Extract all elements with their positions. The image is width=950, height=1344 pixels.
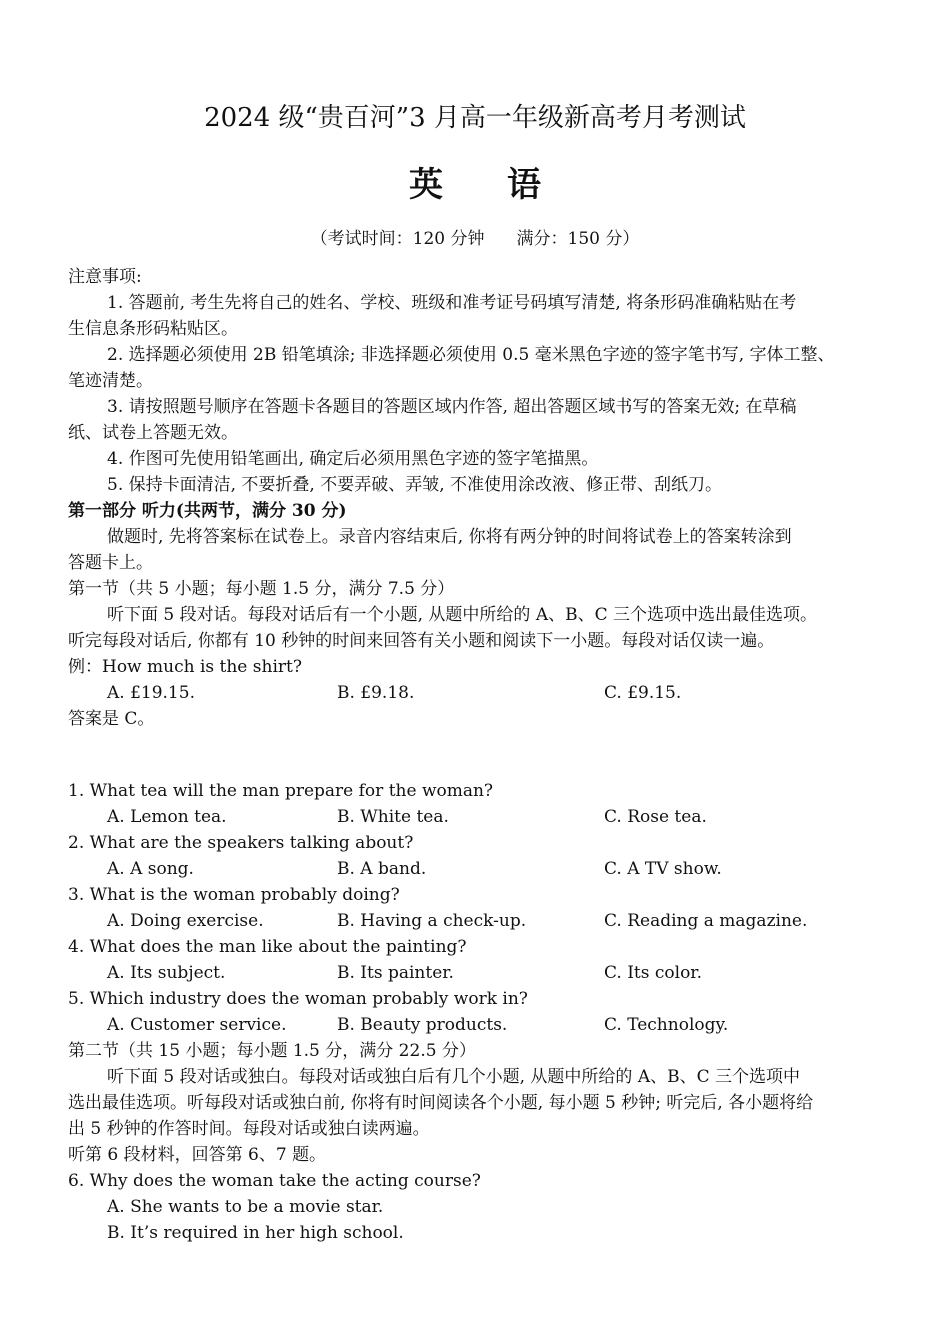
notice-line: 笔迹清楚。 [68, 371, 153, 391]
part1-intro: 答题卡上。 [68, 553, 153, 573]
question-3: 3. What is the woman probably doing? [68, 885, 400, 905]
notice-line: 4. 作图可先使用铅笔画出, 确定后必须用黑色字迹的签字笔描黑。 [107, 449, 599, 469]
example-option-a: A. £19.15. [107, 683, 195, 703]
material-instruction: 听第 6 段材料，回答第 6、7 题。 [68, 1145, 327, 1165]
section2-intro: 选出最佳选项。听每段对话或独白前, 你将有时间阅读各个小题, 每小题 5 秒钟; 听完后, 各小题将给 [68, 1093, 814, 1113]
section2-intro: 听下面 5 段对话或独白。每段对话或独白后有几个小题, 从题中所给的 A、B、C 三个选项中 [107, 1067, 801, 1087]
subject-title: 英语 [409, 165, 605, 205]
example-option-b: B. £9.18. [337, 683, 415, 703]
q3-option-b: B. Having a check-up. [337, 911, 527, 931]
section2-intro: 出 5 秒钟的作答时间。每段对话或独白读两遍。 [68, 1119, 430, 1139]
q1-option-b: B. White tea. [337, 807, 449, 827]
q3-option-c: C. Reading a magazine. [604, 911, 808, 931]
question-2: 2. What are the speakers talking about? [68, 833, 414, 853]
q6-option-a: A. She wants to be a movie star. [107, 1197, 384, 1217]
q1-option-c: C. Rose tea. [604, 807, 707, 827]
question-1: 1. What tea will the man prepare for the woman? [68, 781, 494, 801]
q4-option-b: B. Its painter. [337, 963, 454, 983]
q5-option-c: C. Technology. [604, 1015, 729, 1035]
question-6: 6. Why does the woman take the acting course? [68, 1171, 481, 1191]
q2-option-b: B. A band. [337, 859, 427, 879]
section1-heading: 第一节（共 5 小题；每小题 1.5 分，满分 7.5 分） [68, 579, 455, 599]
q4-option-a: A. Its subject. [107, 963, 226, 983]
notice-line: 5. 保持卡面清洁, 不要折叠, 不要弄破、弄皱, 不准使用涂改液、修正带、刮纸刀。 [107, 475, 723, 495]
section1-intro: 听完每段对话后, 你都有 10 秒钟的时间来回答有关小题和阅读下一小题。每段对话仅读一遍。 [68, 631, 775, 651]
example-option-c: C. £9.15. [604, 683, 682, 703]
notice-line: 2. 选择题必须使用 2B 铅笔填涂; 非选择题必须使用 0.5 毫米黑色字迹的签字笔书写, 字体工整、 [107, 345, 835, 365]
exam-score: 满分：150 分） [516, 229, 640, 249]
section1-intro: 听下面 5 段对话。每段对话后有一个小题, 从题中所给的 A、B、C 三个选项中选出最佳选项。 [107, 605, 818, 625]
notice-line: 1. 答题前, 考生先将自己的姓名、学校、班级和准考证号码填写清楚, 将条形码准确粘贴在考 [107, 293, 797, 313]
exam-info [0, 228, 950, 250]
part1-intro: 做题时, 先将答案标在试卷上。录音内容结束后, 你将有两分钟的时间将试卷上的答案转涂到 [107, 527, 792, 547]
exam-time: （考试时间：120 分钟 [310, 229, 485, 249]
q2-option-c: C. A TV show. [604, 859, 722, 879]
q6-option-b: B. It’s required in her high school. [107, 1223, 404, 1243]
q5-option-a: A. Customer service. [107, 1015, 287, 1035]
notice-heading: 注意事项: [68, 267, 142, 287]
q4-option-c: C. Its color. [604, 963, 702, 983]
example-question: 例：How much is the shirt? [68, 657, 302, 677]
q3-option-a: A. Doing exercise. [107, 911, 264, 931]
q2-option-a: A. A song. [107, 859, 194, 879]
notice-line: 纸、试卷上答题无效。 [68, 423, 238, 443]
notice-line: 生信息条形码粘贴区。 [68, 319, 238, 339]
notice-line: 3. 请按照题号顺序在答题卡各题目的答题区域内作答, 超出答题区域书写的答案无效; 在草稿 [107, 397, 797, 417]
example-answer: 答案是 C。 [68, 709, 155, 729]
part1-heading: 第一部分 听力(共两节，满分 30 分) [68, 501, 347, 521]
q5-option-b: B. Beauty products. [337, 1015, 508, 1035]
question-4: 4. What does the man like about the painting? [68, 937, 467, 957]
section2-heading: 第二节（共 15 小题；每小题 1.5 分，满分 22.5 分） [68, 1041, 476, 1061]
q1-option-a: A. Lemon tea. [107, 807, 227, 827]
exam-title: 2024 级“贵百河”3 月高一年级新高考月考测试 [204, 103, 746, 133]
question-5: 5. Which industry does the woman probably work in? [68, 989, 528, 1009]
